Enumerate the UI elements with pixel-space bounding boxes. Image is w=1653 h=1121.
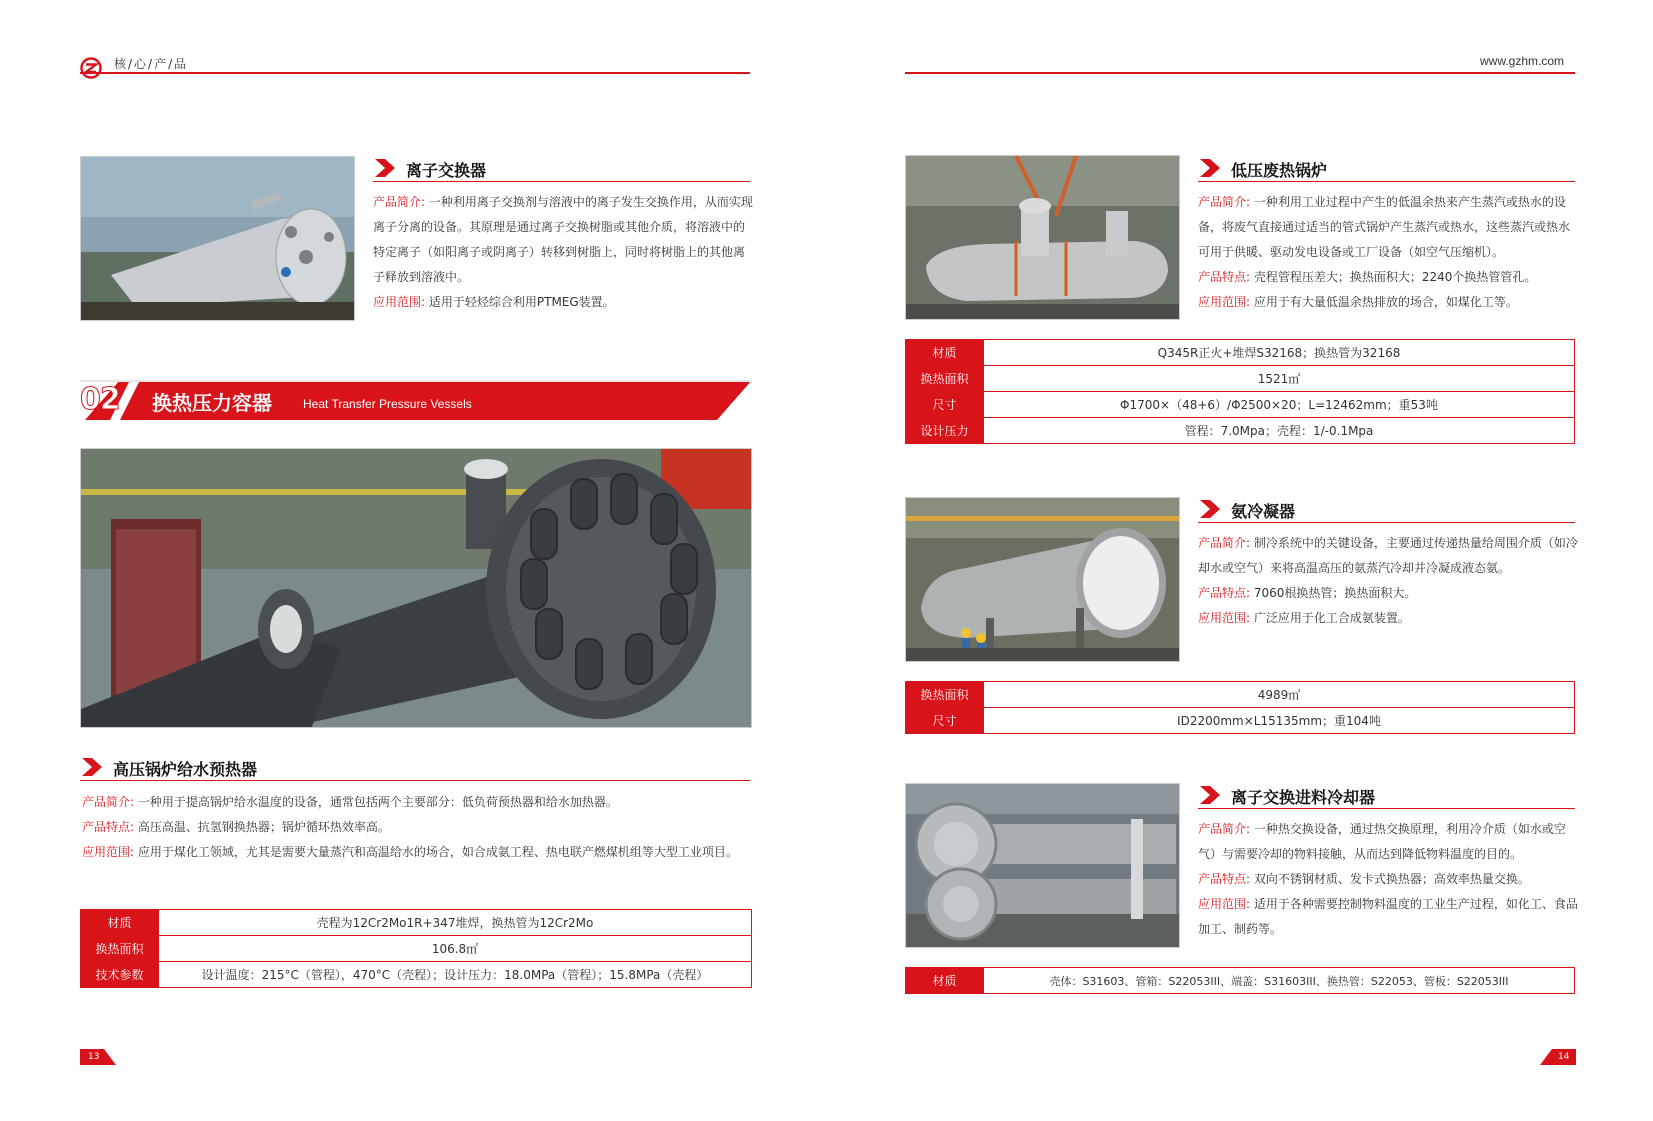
feature-text: 双向不锈钢材质、发卡式换热器；高效率热量交换。 [1253,872,1530,886]
condenser-photo [905,497,1180,662]
boiler-photo [905,155,1180,320]
scope-text: 适用于各种需要控制物料温度的工业生产过程，如化工、食品加工、制药等。 [1198,897,1578,936]
spec-row [81,936,752,962]
spec-value: 管程：7.0Mpa；壳程：1/-0.1Mpa [984,418,1575,444]
intro-label: 产品简介: [1198,536,1251,550]
product-title-preheater: 高压锅炉给水预热器 [113,760,258,779]
spec-key: 尺寸 [906,392,984,418]
intro-label: 产品简介: [1198,822,1251,836]
header-rule [80,72,750,74]
chevron-right-icon [1198,784,1222,810]
scope-label: 应用范围: [82,845,135,859]
product-title-ion-exchanger: 离子交换器 [406,161,487,180]
spec-value: Q345R正火+堆焊S32168；换热管为32168 [984,340,1575,366]
spec-row [906,392,1575,418]
ion-exchanger-description [373,190,753,315]
spec-key: 设计压力 [906,418,984,444]
spec-row [906,708,1575,734]
spec-row [906,682,1575,708]
intro-label: 产品简介: [373,195,426,209]
feature-label: 产品特点: [1198,270,1251,284]
spec-key: 材质 [906,968,984,994]
condenser-spec-table [905,681,1575,734]
spec-row [906,418,1575,444]
intro-text: 一种利用离子交换剂与溶液中的离子发生交换作用，从而实现离子分离的设备。其原理是通过离子交换树脂或其他介质，将溶液中的特定离子（如阳离子或阴离子）转移到树脂上，同时将树脂上的其他离子释放到溶液中。 [373,195,753,284]
spec-value: 1521㎡ [984,366,1575,392]
intro-label: 产品简介: [1198,195,1251,209]
feature-text: 7060根换热管；换热面积大。 [1253,586,1417,600]
intro-text: 一种利用工业过程中产生的低温余热来产生蒸汽或热水的设备，将废气直接通过适当的管式锅炉产生蒸汽或热水，这些蒸汽或热水可用于供暖、驱动发电设备或工厂设备（如空气压缩机）。 [1198,195,1571,259]
scope-text: 应用于煤化工领域，尤其是需要大量蒸汽和高温给水的场合，如合成氨工程、热电联产燃煤机组等大型工业项目。 [137,845,738,859]
intro-text: 一种用于提高锅炉给水温度的设备，通常包括两个主要部分：低负荷预热器和给水加热器。 [137,795,618,809]
section-number: 02 [80,382,120,417]
spec-key: 换热面积 [906,682,984,708]
spec-key: 技术参数 [81,962,159,988]
scope-text: 广泛应用于化工合成氨装置。 [1253,611,1410,625]
spec-row [81,910,752,936]
spec-key: 材质 [906,340,984,366]
feature-label: 产品特点: [82,820,135,834]
cooler-description [1198,817,1578,942]
condenser-description [1198,531,1578,631]
title-underline [1198,522,1575,523]
spec-row [906,366,1575,392]
section-label: 核/心/产/品 [114,57,189,71]
section-title-en: Heat Transfer Pressure Vessels [303,397,472,411]
title-underline [373,181,750,182]
scope-label: 应用范围: [1198,295,1251,309]
spec-value: ID2200mm×L15135mm；重104吨 [984,708,1575,734]
page-number: 13 [88,1052,100,1062]
product-title-cooler: 离子交换进料冷却器 [1231,788,1376,807]
spec-key: 换热面积 [906,366,984,392]
intro-label: 产品简介: [82,795,135,809]
website-url: www.gzhm.com [1480,54,1565,68]
chevron-right-icon [80,756,104,782]
company-logo [80,57,102,79]
title-underline [80,780,750,781]
spec-value: 壳程为12Cr2Mo1R+347堆焊，换热管为12Cr2Mo [159,910,752,936]
spec-value: 106.8㎡ [159,936,752,962]
feature-text: 壳程管程压差大；换热面积大；2240个换热管管孔。 [1253,270,1537,284]
cooler-spec-table [905,967,1575,994]
scope-text: 应用于有大量低温余热排放的场合，如煤化工等。 [1253,295,1518,309]
boiler-description [1198,190,1578,315]
preheater-description [82,790,754,865]
cooler-photo [905,783,1180,948]
ion-exchanger-photo [80,156,355,321]
spec-value: 设计温度：215°C（管程），470°C（壳程）；设计压力：18.0MPa（管程）；15.8MPa（壳程） [159,962,752,988]
spec-row [81,962,752,988]
chevron-right-icon [1198,157,1222,183]
preheater-photo [80,448,752,728]
title-underline [1198,181,1575,182]
section-banner [80,380,752,420]
feature-text: 高压高温、抗氢钢换热器；锅炉循环热效率高。 [137,820,390,834]
page-number: 14 [1558,1052,1570,1062]
header-rule [905,72,1575,74]
spec-key: 材质 [81,910,159,936]
scope-label: 应用范围: [373,295,426,309]
product-title-condenser: 氨冷凝器 [1231,502,1296,521]
boiler-spec-table [905,339,1575,444]
chevron-right-icon [1198,498,1222,524]
spec-key: 换热面积 [81,936,159,962]
title-underline [1198,808,1575,809]
intro-text: 制冷系统中的关键设备，主要通过传递热量给周围介质（如冷却水或空气）来将高温高压的氨蒸汽冷却并冷凝成液态氨。 [1198,536,1578,575]
intro-text: 一种热交换设备，通过热交换原理，利用冷介质（如水或空气）与需要冷却的物料接触，从而达到降低物料温度的目的。 [1198,822,1566,861]
scope-label: 应用范围: [1198,897,1251,911]
scope-text: 适用于轻烃综合利用PTMEG装置。 [428,295,615,309]
section-title-cn: 换热压力容器 [152,391,272,415]
feature-label: 产品特点: [1198,872,1251,886]
scope-label: 应用范围: [1198,611,1251,625]
spec-key: 尺寸 [906,708,984,734]
preheater-spec-table [80,909,752,988]
product-title-boiler: 低压废热锅炉 [1231,161,1328,180]
spec-row [906,340,1575,366]
spec-value: 4989㎡ [984,682,1575,708]
feature-label: 产品特点: [1198,586,1251,600]
spec-value: 壳体：S31603、管箱：S22053III、端盖：S31603III、换热管：S22053、管板：S22053III [984,968,1575,994]
spec-value: Φ1700×（48+6）/Φ2500×20；L=12462mm；重53吨 [984,392,1575,418]
spec-row [906,968,1575,994]
chevron-right-icon [373,157,397,183]
